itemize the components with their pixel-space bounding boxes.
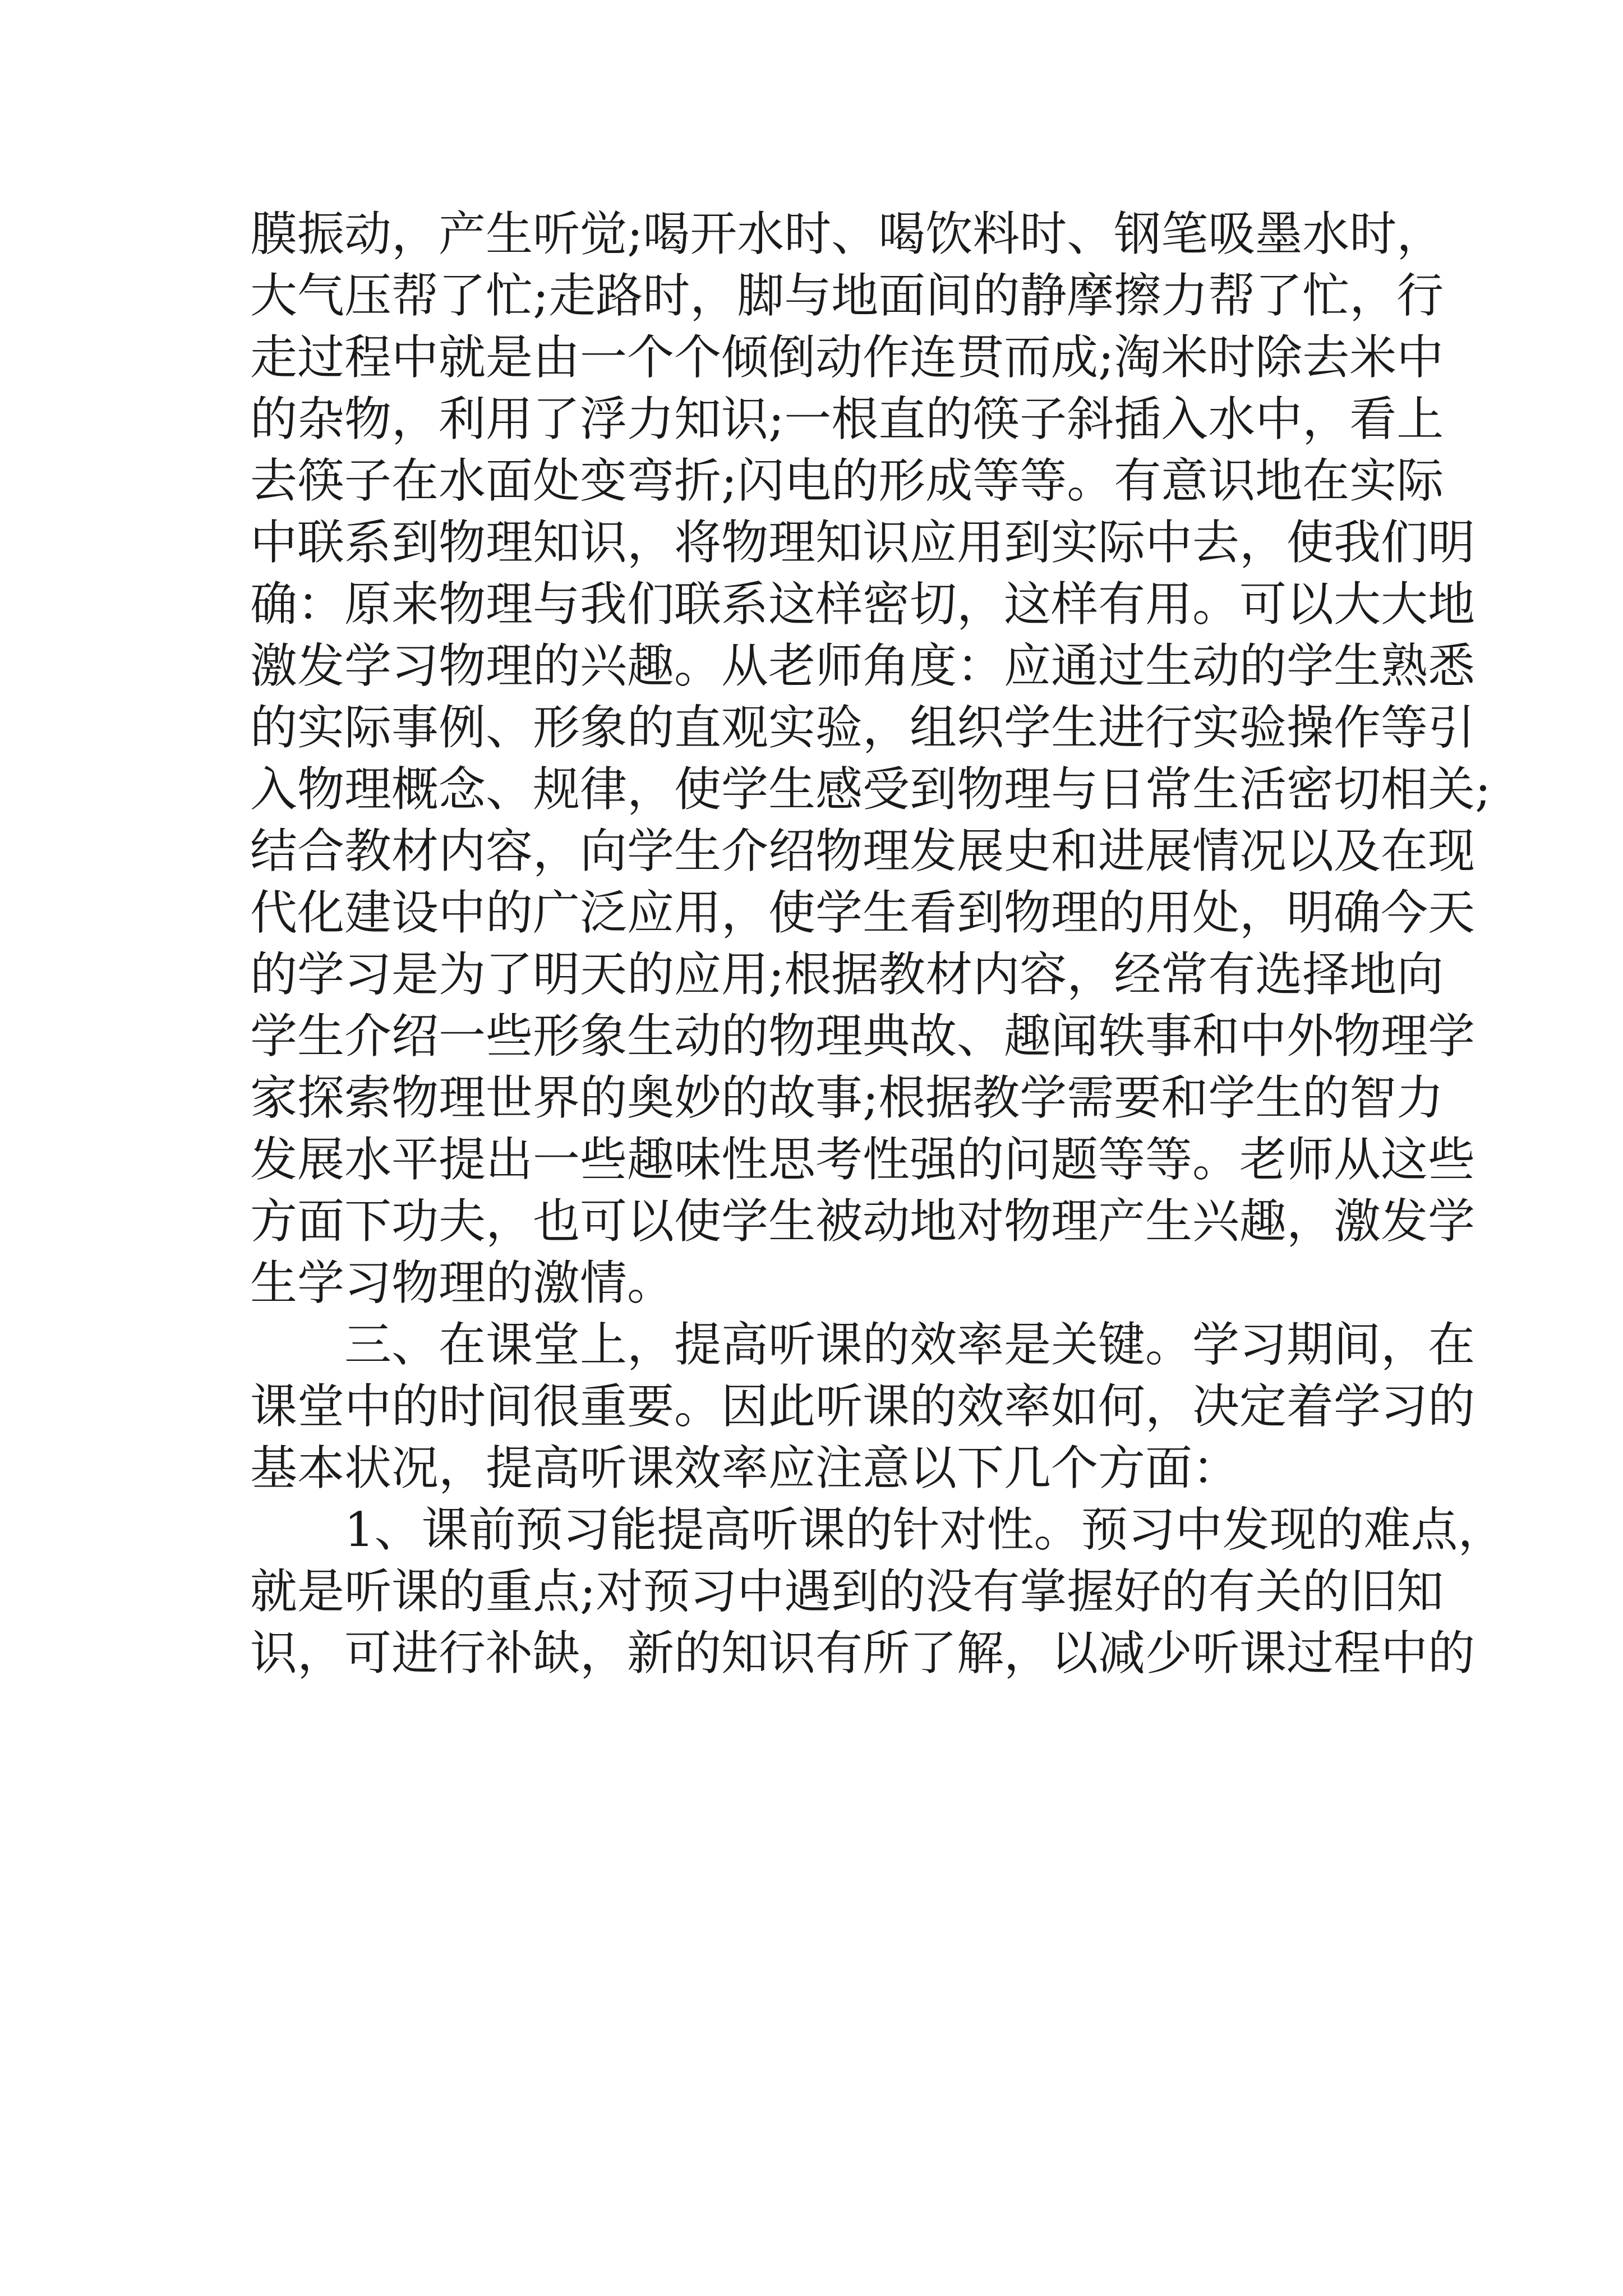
text-line: 膜振动，产生听觉;喝开水时、喝饮料时、钢笔吸墨水时， — [250, 206, 1444, 261]
text-line: 发展水平提出一些趣味性思考性强的问题等等。老师从这些 — [250, 1132, 1476, 1187]
text-line: 课堂中的时间很重要。因此听课的效率如何，决定着学习的 — [250, 1379, 1476, 1434]
text-line: 去筷子在水面处变弯折;闪电的形成等等。有意识地在实际 — [250, 453, 1444, 508]
text-line: 结合教材内容，向学生介绍物理发展史和进展情况以及在现 — [250, 823, 1476, 878]
text-line: 的学习是为了明天的应用;根据教材内容，经常有选择地向 — [250, 947, 1444, 1002]
text-line: 学生介绍一些形象生动的物理典故、趣闻轶事和中外物理学 — [250, 1009, 1476, 1064]
text-line: 识，可进行补缺，新的知识有所了解，以减少听课过程中的 — [250, 1626, 1476, 1681]
text-line: 就是听课的重点;对预习中遇到的没有掌握好的有关的旧知 — [250, 1564, 1444, 1619]
text-line: 中联系到物理知识，将物理知识应用到实际中去，使我们明 — [250, 515, 1476, 570]
text-line: 三、在课堂上，提高听课的效率是关键。学习期间，在 — [250, 1317, 1476, 1372]
text-line: 的实际事例、形象的直观实验，组织学生进行实验操作等引 — [250, 700, 1476, 755]
text-line: 大气压帮了忙;走路时，脚与地面间的静摩擦力帮了忙，行 — [250, 268, 1444, 323]
text-line: 激发学习物理的兴趣。从老师角度：应通过生动的学生熟悉 — [250, 638, 1476, 693]
body-text — [250, 203, 1505, 1684]
text-line: 确：原来物理与我们联系这样密切，这样有用。可以大大地 — [250, 577, 1476, 632]
text-line: 代化建设中的广泛应用，使学生看到物理的用处，明确今天 — [250, 885, 1476, 940]
text-line: 家探索物理世界的奥妙的故事;根据教学需要和学生的智力 — [250, 1070, 1444, 1125]
text-line: 入物理概念、规律，使学生感受到物理与日常生活密切相关; — [250, 762, 1491, 817]
text-line: 的杂物，利用了浮力知识;一根直的筷子斜插入水中，看上 — [250, 392, 1444, 447]
text-line: 生学习物理的激情。 — [250, 1255, 675, 1310]
text-line: 基本状况，提高听课效率应注意以下几个方面： — [250, 1441, 1240, 1496]
text-line: 方面下功夫，也可以使学生被动地对物理产生兴趣，激发学 — [250, 1194, 1476, 1249]
text-line: 1、课前预习能提高听课的针对性。预习中发现的难点， — [250, 1502, 1505, 1557]
text-line: 走过程中就是由一个个倾倒动作连贯而成;淘米时除去米中 — [250, 330, 1444, 385]
